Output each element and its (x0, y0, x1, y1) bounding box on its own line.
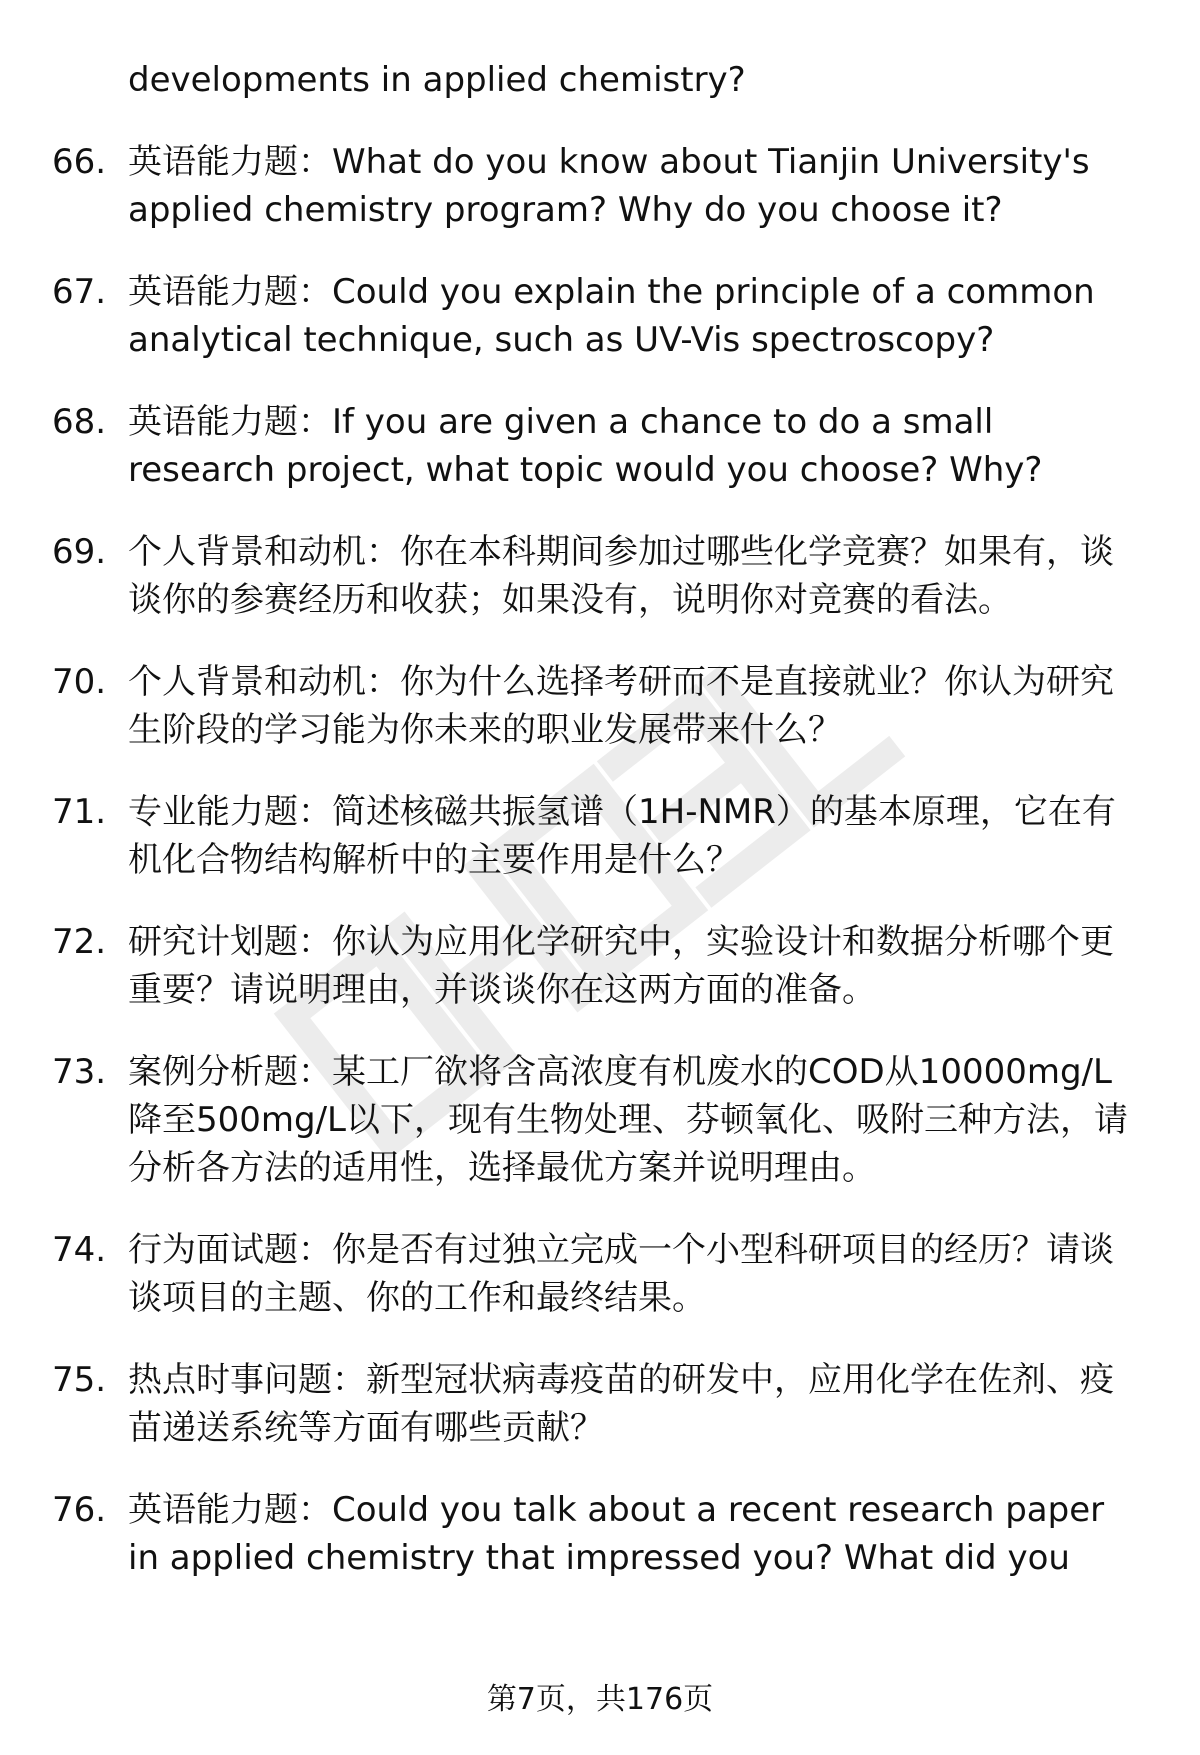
question-text: 个人背景和动机：你为什么选择考研而不是直接就业？你认为研究生阶段的学习能为你未来的职业发展带来什么？ (128, 662, 1114, 750)
question-item (0, 1048, 1200, 1192)
question-item (0, 268, 1200, 364)
question-text: 英语能力题：Could you explain the principle of a common analytical technique, such as UV-Vis spectroscopy? (128, 272, 1095, 360)
question-number: 67. (52, 272, 107, 312)
question-text: 英语能力题：What do you know about Tianjin University's applied chemistry program? Why do you choose it? (128, 142, 1090, 230)
question-item (0, 398, 1200, 494)
question-item (0, 788, 1200, 884)
question-number: 75. (52, 1360, 107, 1400)
question-item (0, 1226, 1200, 1322)
question-text: 英语能力题：If you are given a chance to do a small research project, what topic would you choose? Why? (128, 402, 1043, 490)
continuation-text: developments in applied chemistry? (128, 60, 746, 100)
question-item (0, 528, 1200, 624)
question-number: 71. (52, 792, 107, 832)
question-number: 72. (52, 922, 107, 962)
question-list (0, 56, 1200, 1616)
question-text: 个人背景和动机：你在本科期间参加过哪些化学竞赛？如果有，谈谈你的参赛经历和收获；如果没有，说明你对竞赛的看法。 (128, 532, 1114, 620)
question-number: 68. (52, 402, 107, 442)
question-number: 70. (52, 662, 107, 702)
question-number: 74. (52, 1230, 107, 1270)
question-number: 73. (52, 1052, 107, 1092)
question-item (0, 1356, 1200, 1452)
page-footer: 第7页，共176页 (486, 1682, 714, 1717)
question-item (0, 918, 1200, 1014)
question-number: 69. (52, 532, 107, 572)
question-text: 行为面试题：你是否有过独立完成一个小型科研项目的经历？请谈谈项目的主题、你的工作和最终结果。 (128, 1230, 1114, 1318)
question-item (0, 138, 1200, 234)
question-number: 66. (52, 142, 107, 182)
question-item (0, 658, 1200, 754)
question-text: 专业能力题：简述核磁共振氢谱（1H-NMR）的基本原理，它在有机化合物结构解析中的主要作用是什么？ (128, 792, 1116, 880)
question-text: 案例分析题：某工厂欲将含高浓度有机废水的COD从10000mg/L降至500mg/L以下，现有生物处理、芬顿氧化、吸附三种方法，请分析各方法的适用性，选择最优方案并说明理由。 (128, 1052, 1128, 1188)
question-text: 研究计划题：你认为应用化学研究中，实验设计和数据分析哪个更重要？请说明理由，并谈谈你在这两方面的准备。 (128, 922, 1114, 1010)
question-number: 76. (52, 1490, 107, 1530)
question-item (0, 1486, 1200, 1582)
question-text: 英语能力题：Could you talk about a recent research paper in applied chemistry that impressed you? What did you (128, 1490, 1105, 1578)
question-text: 热点时事问题：新型冠状病毒疫苗的研发中，应用化学在佐剂、疫苗递送系统等方面有哪些贡献？ (128, 1360, 1114, 1448)
